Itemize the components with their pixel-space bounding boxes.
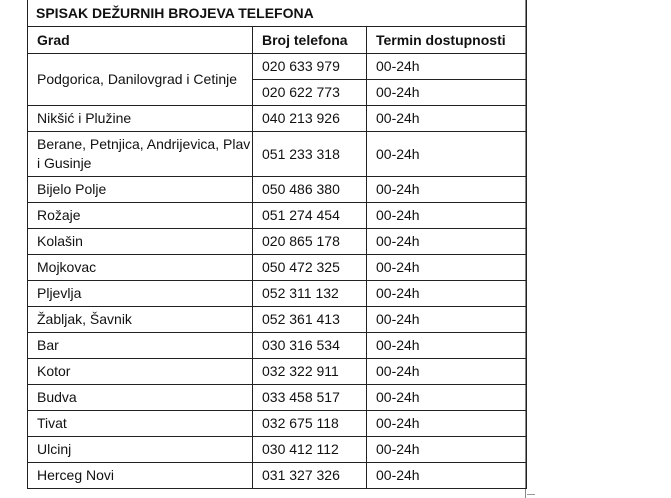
hours-cell: 00-24h: [367, 359, 527, 385]
phone-cell: 030 412 112: [253, 437, 367, 463]
table-row: [28, 281, 527, 307]
table-row: [28, 229, 527, 255]
hours-cell: 00-24h: [367, 229, 527, 255]
city-cell: Budva: [28, 385, 253, 411]
hours-cell: 00-24h: [367, 255, 527, 281]
header-phone: Broj telefona: [253, 27, 367, 54]
hours-cell: 00-24h: [367, 54, 527, 80]
city-cell: Kotor: [28, 359, 253, 385]
city-cell: Rožaje: [28, 203, 253, 229]
header-city: Grad: [28, 27, 253, 54]
phone-cell: 051 274 454: [253, 203, 367, 229]
table-row: [28, 385, 527, 411]
phone-cell: 050 486 380: [253, 177, 367, 203]
hours-cell: 00-24h: [367, 385, 527, 411]
city-cell: Bijelo Polje: [28, 177, 253, 203]
table-row: [28, 54, 527, 80]
header-hours: Termin dostupnosti: [367, 27, 527, 54]
hours-cell: 00-24h: [367, 333, 527, 359]
phone-cell: 052 361 413: [253, 307, 367, 333]
hours-cell: 00-24h: [367, 281, 527, 307]
phone-cell: 020 633 979: [253, 54, 367, 80]
phone-table: [27, 0, 527, 489]
table-row: [28, 359, 527, 385]
hours-cell: 00-24h: [367, 203, 527, 229]
hours-cell: 00-24h: [367, 411, 527, 437]
city-cell: Tivat: [28, 411, 253, 437]
table-row: [28, 177, 527, 203]
hours-cell: 00-24h: [367, 463, 527, 489]
table-row: [28, 106, 527, 132]
hours-cell: 00-24h: [367, 307, 527, 333]
table-row: [28, 203, 527, 229]
phone-cell: 032 675 118: [253, 411, 367, 437]
hours-cell: 00-24h: [367, 132, 527, 177]
table-row: [28, 255, 527, 281]
phone-cell: 051 233 318: [253, 132, 367, 177]
city-cell: Mojkovac: [28, 255, 253, 281]
phone-cell: 040 213 926: [253, 106, 367, 132]
table-row: [28, 411, 527, 437]
city-cell: Bar: [28, 333, 253, 359]
phone-cell: 052 311 132: [253, 281, 367, 307]
hours-cell: 00-24h: [367, 437, 527, 463]
phone-cell: 032 322 911: [253, 359, 367, 385]
phone-cell: 031 327 326: [253, 463, 367, 489]
phone-list-document: [27, 0, 526, 489]
city-cell: Kolašin: [28, 229, 253, 255]
phone-cell: 033 458 517: [253, 385, 367, 411]
table-row: [28, 437, 527, 463]
city-cell: Podgorica, Danilovgrad i Cetinje: [28, 54, 253, 106]
city-cell: Herceg Novi: [28, 463, 253, 489]
city-cell: Pljevlja: [28, 281, 253, 307]
table-row: [28, 463, 527, 489]
corner-mark: [527, 494, 535, 495]
phone-cell: 050 472 325: [253, 255, 367, 281]
phone-cell: 020 865 178: [253, 229, 367, 255]
hours-cell: 00-24h: [367, 106, 527, 132]
hours-cell: 00-24h: [367, 177, 527, 203]
header-row: [28, 27, 527, 54]
city-cell: Ulcinj: [28, 437, 253, 463]
table-row: [28, 333, 527, 359]
hours-cell: 00-24h: [367, 80, 527, 106]
city-cell: Žabljak, Šavnik: [28, 307, 253, 333]
table-title: SPISAK DEŽURNIH BROJEVA TELEFONA: [28, 0, 527, 27]
table-row: [28, 307, 527, 333]
city-cell: Nikšić i Plužine: [28, 106, 253, 132]
city-cell: Berane, Petnjica, Andrijevica, Plav i Gusinje: [28, 132, 253, 177]
title-row: [28, 0, 527, 27]
phone-cell: 030 316 534: [253, 333, 367, 359]
table-row: [28, 132, 527, 177]
phone-cell: 020 622 773: [253, 80, 367, 106]
